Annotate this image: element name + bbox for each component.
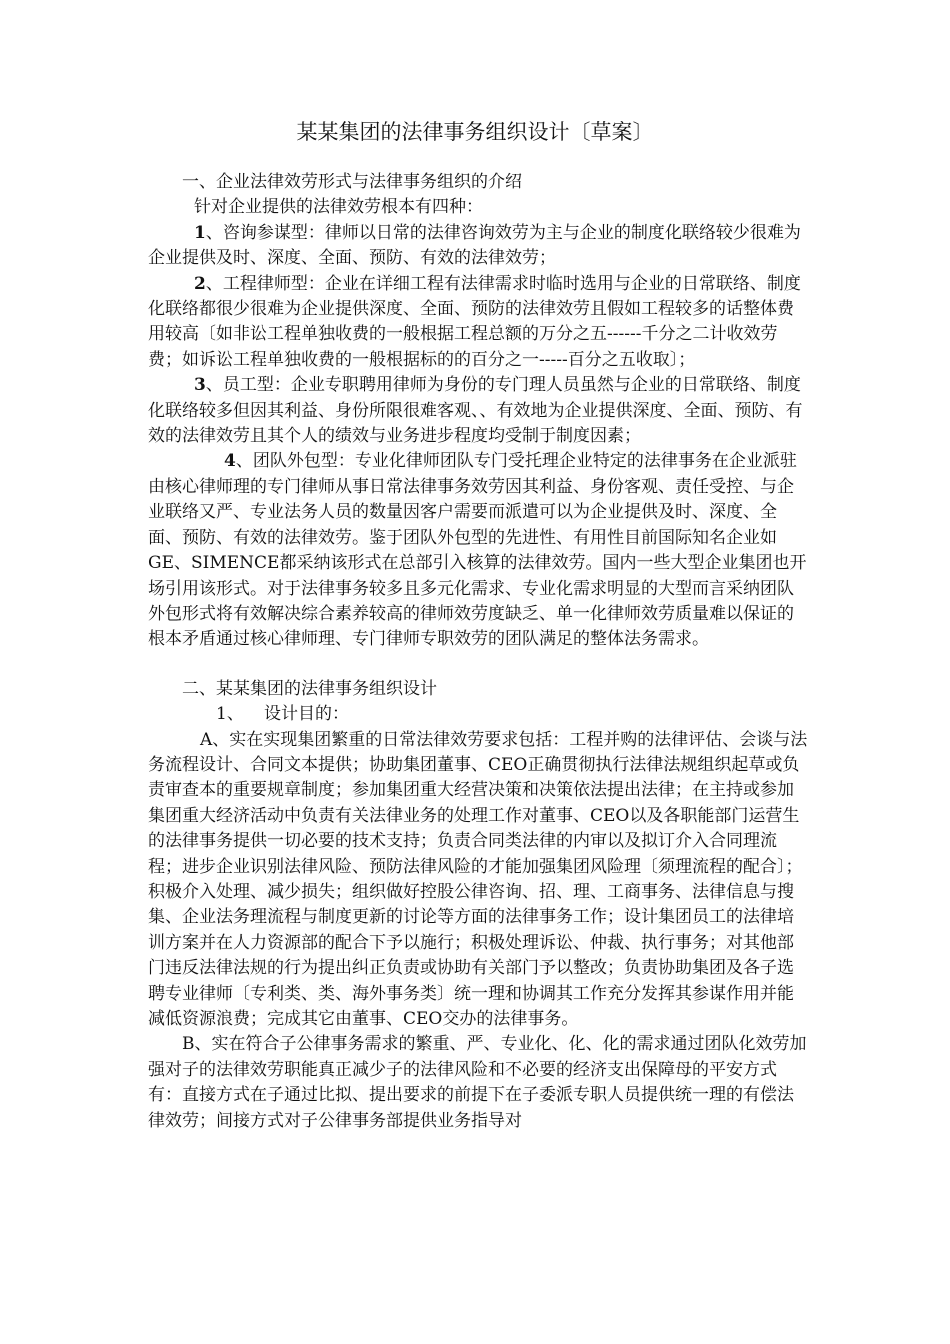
list-item-1 bbox=[148, 221, 808, 272]
section-2-heading: 二、某某集团的法律事务组织设计 bbox=[182, 678, 437, 699]
section-1-intro: 针对企业提供的法律效劳根本有四种： bbox=[194, 197, 483, 218]
list-item-2-number: 2 bbox=[194, 273, 206, 294]
document-body bbox=[148, 170, 808, 1134]
list-item-3-number: 3 bbox=[194, 375, 206, 396]
list-item-4 bbox=[148, 449, 808, 652]
list-item-3-text: 、员工型：企业专职聘用律师为身份的专门理人员虽然与企业的日常联络、制度化联络较多但因其利益、身份所限很难客观、、有效地为企业提供深度、全面、预防、有效的法律效劳且其个人的绩效与业务进步程度均受制于制度因素； bbox=[148, 375, 803, 447]
list-item-4-text: 、团队外包型：专业化律师团队专门受托理企业特定的法律事务在企业派驻由核心律师理的专门律师从事日常法律事务效劳因其利益、身份客观、责任受控、与企业联络又严、专业法务人员的数量因客户需要而派遣可以为企业提供及时、深度、全面、预防、有效的法律效劳。鉴于团队外包型的先进性、有用性目前国际知名企业如GE、SIMENCE都采纳该形式在总部引入核算的法律效劳。国内一些大型企业集团也开场引用该形式。对于法律事务较多且多元化需求、专业化需求明显的大型而言采纳团队外包形式将有效解决综合素养较高的律师效劳度缺乏、单一化律师效劳质量难以保证的根本矛盾通过核心律师理、专门律师专职效劳的团队满足的整体法务需求。 bbox=[148, 451, 807, 650]
subsection-1-number: 1、 bbox=[216, 704, 244, 725]
list-item-2-text: 、工程律师型：企业在详细工程有法律需求时临时选用与企业的日常联络、制度化联络都很少很难为企业提供深度、全面、预防的法律效劳且假如工程较多的话整体费用较高〔如非讼工程单独收费的一般根据工程总额的万分之五------千分之二计收效劳费；如诉讼工程单独收费的一般根据标的的百分之一-----百分之五收取〕； bbox=[148, 273, 801, 370]
paragraph-a: A、实在实现集团繁重的日常法律效劳要求包括：工程并购的法律评估、会谈与法务流程设计、合同文本提供；协助集团董事、CEO正确贯彻执行法律法规组织起草或负责审查本的重要规章制度；参加集团重大经营决策和决策依法提出法律；在主持或参加集团重大经济活动中负责有关法律业务的处理工作对董事、CEO以及各职能部门运营生的法律事务提供一切必要的技术支持；负责合同类法律的内审以及拟订介入合同理流程；进步企业识别法律风险、预防法律风险的才能加强集团风险理〔须理流程的配合〕；积极介入处理、减少损失；组织做好控股公律咨询、招、理、工商事务、法律信息与搜集、企业法务理流程与制度更新的讨论等方面的法律事务工作；设计集团员工的法律培训方案并在人力资源部的配合下予以施行；积极处理诉讼、仲裁、执行事务；对其他部门违反法律法规的行为提出纠正负责或协助有关部门予以整改；负责协助集团及各子选聘专业律师〔专利类、类、海外事务类〕统一理和协调其工作充分发挥其参谋作用并能减低资源浪费；完成其它由董事、CEO交办的法律事务。 bbox=[148, 729, 808, 1029]
list-item-1-number: 1 bbox=[194, 222, 206, 243]
paragraph-b: B、实在符合子公律事务需求的繁重、严、专业化、化、化的需求通过团队化效劳加强对子的法律效劳职能真正减少子的法律风险和不必要的经济支出保障母的平安方式有：直接方式在子通过比拟、提出要求的前提下在子委派专职人员提供统一理的有偿法律效劳；间接方式对子公律事务部提供业务指导对 bbox=[148, 1034, 807, 1131]
subsection-1-title: 设计目的： bbox=[264, 704, 349, 725]
list-item-1-text: 、咨询参谋型：律师以日常的法律咨询效劳为主与企业的制度化联络较少很难为企业提供及时、深度、全面、预防、有效的法律效劳； bbox=[148, 222, 801, 269]
section-spacer bbox=[148, 653, 808, 677]
document-title: 某某集团的法律事务组织设计〔草案〕 bbox=[296, 120, 654, 144]
subsection-1-heading bbox=[148, 702, 808, 727]
section-1-heading: 一、企业法律效劳形式与法律事务组织的介绍 bbox=[182, 172, 522, 192]
list-item-3 bbox=[148, 373, 808, 449]
list-item-4-number: 4 bbox=[224, 451, 236, 472]
list-item-2 bbox=[148, 272, 808, 374]
